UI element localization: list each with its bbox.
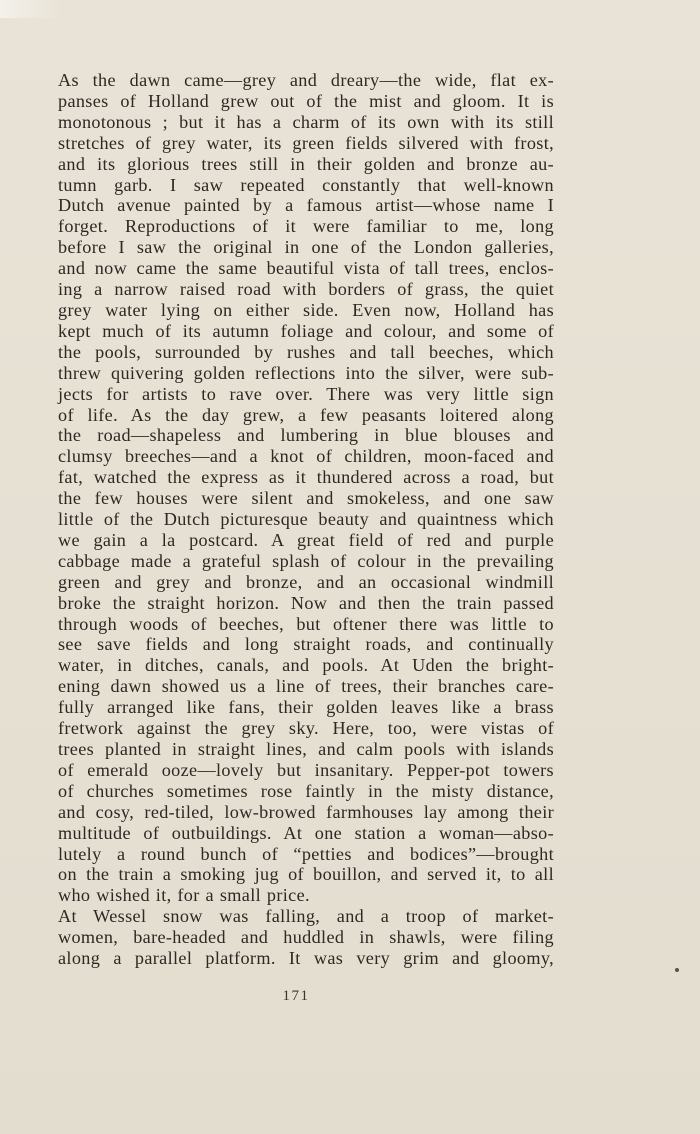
text-line: little of the Dutch picturesque beauty and quaintness which [58,509,554,530]
text-line: through woods of beeches, but oftener there was little to [58,613,554,634]
text-line: of emerald ooze—lovely but insanitary. Pepper-pot towers [58,759,554,780]
text-line: As the dawn came—grey and dreary—the wide, flat ex- [58,70,554,90]
text-line: of life. As the day grew, a few peasants loitered along [58,404,554,425]
text-line: and its glorious trees still in their golden and bronze au- [58,153,554,174]
page-number: 171 [282,988,310,1004]
text-line: jects for artists to rave over. There was very little sign [58,383,554,404]
text-line: who wished it, for a small price. [58,885,310,906]
text-line: lutely a round bunch of “petties and bodices”—brought [58,843,554,864]
text-line: on the train a smoking jug of bouillon, and served it, to all [58,864,554,885]
text-line: broke the straight horizon. Now and then the train passed [58,592,554,613]
text-line: trees planted in straight lines, and calm pools with islands [58,739,554,759]
text-line: tumn garb. I saw repeated constantly that well-known [58,174,554,195]
text-line: of churches sometimes rose faintly in the misty distance, [58,780,554,801]
text-line: ening dawn showed us a line of trees, their branches care- [58,676,554,697]
text-line: fretwork against the grey sky. Here, too, were vistas of [58,718,554,739]
text-line: water, in ditches, canals, and pools. At Uden the bright- [58,655,554,676]
text-line: before I saw the original in one of the London galleries, [58,237,554,258]
text-line: kept much of its autumn foliage and colour, and some of [58,320,554,341]
ink-speck [675,968,679,972]
text-line: At Wessel snow was falling, and a troop of market- [58,906,554,927]
text-line: green and grey and bronze, and an occasional windmill [58,571,554,592]
text-line: we gain a la postcard. A great field of red and purple [58,529,554,550]
body-text [40,70,554,969]
text-line: along a parallel platform. It was very grim and gloomy, [58,948,554,969]
text-line: the road—shapeless and lumbering in blue blouses and [58,425,554,446]
text-line: the pools, surrounded by rushes and tall beeches, which [58,341,554,362]
page-corner-highlight [0,0,60,18]
text-line: the few houses were silent and smokeless, and one saw [58,488,554,509]
text-line: panses of Holland grew out of the mist and gloom. It is [58,90,554,111]
text-line: threw quivering golden reflections into the silver, were sub- [58,362,554,383]
text-line: see save fields and long straight roads, and continually [58,634,554,655]
paragraph-2 [40,906,554,969]
text-line: fat, watched the express as it thundered across a road, but [58,467,554,488]
text-line: and now came the same beautiful vista of tall trees, enclos- [58,258,554,279]
paragraph-1 [40,70,554,906]
text-line: cabbage made a grateful splash of colour in the prevailing [58,550,554,571]
text-line: multitude of outbuildings. At one station a woman—abso- [58,822,554,843]
text-line: stretches of grey water, its green fields silvered with frost, [58,132,554,153]
text-line: clumsy breeches—and a knot of children, moon-faced and [58,446,554,467]
text-line: women, bare-headed and huddled in shawls, were filing [58,927,554,948]
text-line: and cosy, red-tiled, low-browed farmhouses lay among their [58,801,554,822]
text-line: grey water lying on either side. Even now, Holland has [58,299,554,320]
text-line: monotonous ; but it has a charm of its own with its still [58,111,554,132]
text-line: fully arranged like fans, their golden leaves like a brass [58,697,554,718]
text-line: ing a narrow raised road with borders of grass, the quiet [58,279,554,300]
text-line: Dutch avenue painted by a famous artist—whose name I [58,195,554,216]
text-line: forget. Reproductions of it were familiar to me, long [58,216,554,237]
